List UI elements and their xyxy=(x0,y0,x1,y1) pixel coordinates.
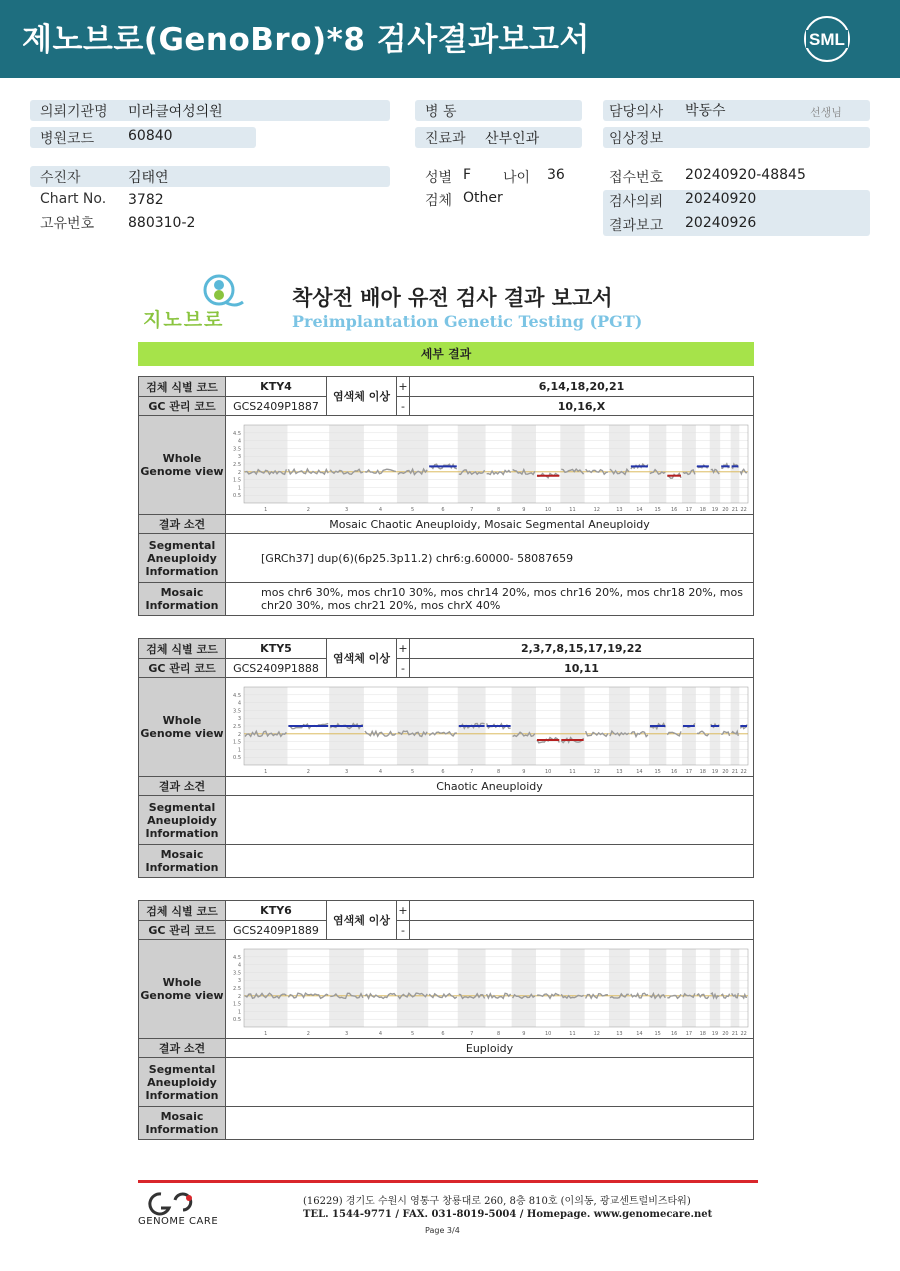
segmental-label: Segmental Aneuploidy Information xyxy=(139,796,226,845)
finding-value: Mosaic Chaotic Aneuploidy, Mosaic Segmental Aneuploidy xyxy=(226,515,754,534)
x-tick-label: 1 xyxy=(264,1030,268,1037)
sml-logo xyxy=(802,14,852,64)
dept-value: 산부인과 xyxy=(485,131,540,147)
x-tick-label: 20 xyxy=(722,506,729,513)
x-tick-label: 13 xyxy=(616,1030,623,1037)
accession-value: 20240920-48845 xyxy=(685,167,806,183)
x-tick-label: 10 xyxy=(544,768,552,775)
gain-chromosomes: 2,3,7,8,15,17,19,22 xyxy=(410,639,754,659)
y-tick-label: 4.5 xyxy=(233,430,241,437)
sample-code-label: 검체 식별 코드 xyxy=(139,639,226,659)
whole-genome-label: Whole Genome view xyxy=(139,940,226,1039)
x-tick-label: 2 xyxy=(306,506,310,513)
y-tick-label: 2.5 xyxy=(233,985,241,992)
sex-value: F xyxy=(463,167,472,183)
x-tick-label: 3 xyxy=(344,1030,349,1037)
minus-sign: - xyxy=(397,921,410,940)
x-tick-label: 4 xyxy=(378,1030,383,1037)
whole-genome-plot xyxy=(226,941,754,1038)
whole-genome-label: Whole Genome view xyxy=(139,678,226,777)
whole-genome-plot xyxy=(226,417,754,514)
x-tick-label: 9 xyxy=(522,768,526,775)
x-tick-label: 6 xyxy=(441,768,445,775)
patient-label: 수진자 xyxy=(40,170,81,186)
hosp-code-label: 병원코드 xyxy=(40,131,95,147)
chrom-abn-label: 염색체 이상 xyxy=(327,639,397,678)
gc-code: GCS2409P1888 xyxy=(226,659,327,678)
plus-sign: + xyxy=(397,901,410,921)
whole-genome-plot xyxy=(226,679,754,776)
segmental-label: Segmental Aneuploidy Information xyxy=(139,534,226,583)
y-tick-label: 0.5 xyxy=(233,492,241,499)
requested-value: 20240920 xyxy=(685,191,757,207)
x-tick-label: 13 xyxy=(616,506,623,513)
x-tick-label: 19 xyxy=(711,506,719,513)
x-tick-label: 14 xyxy=(636,506,643,513)
mosaic-value xyxy=(226,845,754,878)
sample-code-label: 검체 식별 코드 xyxy=(139,901,226,921)
specimen-value: Other xyxy=(463,190,503,206)
gain-chromosomes xyxy=(410,901,754,921)
y-tick-label: 1 xyxy=(237,484,241,491)
doctor-suffix: 선생님 xyxy=(810,106,842,119)
x-tick-label: 17 xyxy=(685,506,693,513)
hosp-code-value: 60840 xyxy=(128,128,173,144)
x-tick-label: 18 xyxy=(699,1030,707,1037)
x-tick-label: 20 xyxy=(722,768,729,775)
y-tick-label: 3 xyxy=(237,977,241,984)
x-tick-label: 15 xyxy=(654,1030,661,1037)
age-value: 36 xyxy=(547,167,565,183)
loss-chromosomes: 10,11 xyxy=(410,659,754,678)
doctor-value: 박동수 xyxy=(685,103,726,119)
id-label: 고유번호 xyxy=(40,216,95,232)
x-tick-label: 2 xyxy=(306,768,310,775)
report-title: 착상전 배아 유전 검사 결과 보고서 xyxy=(292,286,613,310)
x-tick-label: 17 xyxy=(685,768,693,775)
x-tick-label: 1 xyxy=(264,768,268,775)
whole-genome-label: Whole Genome view xyxy=(139,416,226,515)
x-tick-label: 7 xyxy=(470,768,474,775)
genome-plot-cell xyxy=(226,678,754,777)
cn-trace xyxy=(487,470,511,474)
x-tick-label: 12 xyxy=(593,506,600,513)
req-inst-value: 미라클여성의원 xyxy=(128,104,223,120)
y-tick-label: 1 xyxy=(237,746,241,753)
x-tick-label: 19 xyxy=(711,768,719,775)
gain-chromosomes: 6,14,18,20,21 xyxy=(410,377,754,397)
chart-value: 3782 xyxy=(128,192,164,208)
segmental-value: [GRCh37] dup(6)(6p25.3p11.2) chr6:g.60000- 58087659 xyxy=(226,534,754,583)
doctor-label: 담당의사 xyxy=(609,104,664,120)
cn-trace xyxy=(740,994,747,998)
x-tick-label: 9 xyxy=(522,506,526,513)
x-tick-label: 11 xyxy=(569,768,576,775)
gc-code: GCS2409P1889 xyxy=(226,921,327,940)
req-inst-label: 의뢰기관명 xyxy=(40,104,108,120)
x-tick-label: 8 xyxy=(497,506,501,513)
section-header: 세부 결과 xyxy=(138,342,754,366)
x-tick-label: 4 xyxy=(378,506,383,513)
x-tick-label: 15 xyxy=(654,768,661,775)
gc-code-label: GC 관리 코드 xyxy=(139,659,226,678)
x-tick-label: 10 xyxy=(544,1030,552,1037)
x-tick-label: 22 xyxy=(740,506,747,513)
segmental-value xyxy=(226,1058,754,1107)
x-tick-label: 14 xyxy=(636,1030,643,1037)
mosaic-value: mos chr6 30%, mos chr10 30%, mos chr14 20%, mos chr16 20%, mos chr18 20%, mos chr20 30%, mos chr21 20%, mos chrX 40% xyxy=(226,583,754,616)
x-tick-label: 5 xyxy=(410,768,415,775)
finding-label: 결과 소견 xyxy=(139,777,226,796)
finding-label: 결과 소견 xyxy=(139,515,226,534)
footer-divider xyxy=(138,1180,758,1183)
y-tick-label: 3.5 xyxy=(233,445,241,452)
sample-code-label: 검체 식별 코드 xyxy=(139,377,226,397)
x-tick-label: 15 xyxy=(654,506,661,513)
y-tick-label: 3 xyxy=(237,715,241,722)
sex-label: 성별 xyxy=(425,170,453,186)
x-tick-label: 3 xyxy=(344,506,349,513)
x-tick-label: 7 xyxy=(470,1030,474,1037)
ward-label: 병 동 xyxy=(425,104,457,120)
x-tick-label: 18 xyxy=(699,506,707,513)
x-tick-label: 6 xyxy=(441,506,445,513)
y-tick-label: 3.5 xyxy=(233,707,241,714)
x-tick-label: 5 xyxy=(410,506,415,513)
minus-sign: - xyxy=(397,659,410,678)
x-tick-label: 10 xyxy=(544,506,552,513)
gc-code: GCS2409P1887 xyxy=(226,397,327,416)
x-tick-label: 21 xyxy=(731,768,739,775)
dept-label: 진료과 xyxy=(425,131,466,147)
y-tick-label: 3 xyxy=(237,453,241,460)
y-tick-label: 1.5 xyxy=(233,739,241,746)
contact-line: TEL. 1544-9771 / FAX. 031-8019-5004 / Homepage. www.genomecare.net xyxy=(303,1209,713,1220)
y-tick-label: 3.5 xyxy=(233,969,241,976)
x-tick-label: 21 xyxy=(731,1030,739,1037)
minus-sign: - xyxy=(397,397,410,416)
y-tick-label: 0.5 xyxy=(233,1016,241,1023)
finding-value: Euploidy xyxy=(226,1039,754,1058)
mosaic-label: Mosaic Information xyxy=(139,583,226,616)
x-tick-label: 3 xyxy=(344,768,349,775)
sample-code: KTY5 xyxy=(226,639,327,659)
specimen-label: 검체 xyxy=(425,193,453,209)
mosaic-label: Mosaic Information xyxy=(139,845,226,878)
requested-label: 검사의뢰 xyxy=(609,194,664,210)
x-tick-label: 11 xyxy=(569,1030,576,1037)
chrom-abn-label: 염색체 이상 xyxy=(327,377,397,416)
plus-sign: + xyxy=(397,377,410,397)
reported-value: 20240926 xyxy=(685,215,757,231)
y-tick-label: 2.5 xyxy=(233,461,241,468)
x-tick-label: 16 xyxy=(670,768,678,775)
y-tick-label: 2.5 xyxy=(233,723,241,730)
y-tick-label: 1 xyxy=(237,1008,241,1015)
id-value: 880310-2 xyxy=(128,215,196,231)
footer-address xyxy=(303,1195,712,1221)
y-tick-label: 4 xyxy=(237,962,241,969)
genome-care-logo-icon xyxy=(139,1190,203,1216)
reported-label: 결과보고 xyxy=(609,218,664,234)
x-tick-label: 18 xyxy=(699,768,707,775)
x-tick-label: 1 xyxy=(264,506,268,513)
mosaic-label: Mosaic Information xyxy=(139,1107,226,1140)
y-tick-label: 2 xyxy=(237,469,241,476)
finding-value: Chaotic Aneuploidy xyxy=(226,777,754,796)
address-line: (16229) 경기도 수원시 영통구 창룡대로 260, 8층 810호 (이의동, 광교센트럴비즈타워) xyxy=(303,1196,691,1207)
x-tick-label: 12 xyxy=(593,768,600,775)
x-tick-label: 12 xyxy=(593,1030,600,1037)
top-header-bar xyxy=(0,0,900,78)
x-tick-label: 2 xyxy=(306,1030,310,1037)
cn-trace xyxy=(667,994,681,998)
y-tick-label: 4.5 xyxy=(233,954,241,961)
x-tick-label: 17 xyxy=(685,1030,693,1037)
x-tick-label: 7 xyxy=(470,506,474,513)
x-tick-label: 13 xyxy=(616,768,623,775)
x-tick-label: 21 xyxy=(731,506,739,513)
gc-code-label: GC 관리 코드 xyxy=(139,397,226,416)
x-tick-label: 4 xyxy=(378,768,383,775)
clinical-label: 임상정보 xyxy=(609,131,664,147)
x-tick-label: 22 xyxy=(740,768,747,775)
patient-value: 김태연 xyxy=(128,170,169,186)
y-tick-label: 4 xyxy=(237,438,241,445)
gc-code-label: GC 관리 코드 xyxy=(139,921,226,940)
y-tick-label: 1.5 xyxy=(233,477,241,484)
page-number: Page 3/4 xyxy=(425,1226,460,1235)
x-tick-label: 22 xyxy=(740,1030,747,1037)
brand-name: 지노브로 xyxy=(143,309,225,331)
x-tick-label: 5 xyxy=(410,1030,415,1037)
genome-plot-cell xyxy=(226,940,754,1039)
y-tick-label: 2 xyxy=(237,993,241,1000)
x-tick-label: 19 xyxy=(711,1030,719,1037)
report-subtitle: Preimplantation Genetic Testing (PGT) xyxy=(292,312,643,331)
chrom-abn-label: 염색체 이상 xyxy=(327,901,397,940)
sample-table-2 xyxy=(138,638,754,878)
age-label: 나이 xyxy=(503,170,531,186)
accession-label: 접수번호 xyxy=(609,170,664,186)
y-tick-label: 2 xyxy=(237,731,241,738)
loss-chromosomes: 10,16,X xyxy=(410,397,754,416)
finding-label: 결과 소견 xyxy=(139,1039,226,1058)
y-tick-label: 1.5 xyxy=(233,1001,241,1008)
plus-sign: + xyxy=(397,639,410,659)
x-tick-label: 14 xyxy=(636,768,643,775)
sample-code: KTY6 xyxy=(226,901,327,921)
company-name: GENOME CARE xyxy=(138,1216,219,1227)
sample-table-1 xyxy=(138,376,754,616)
cn-trace xyxy=(429,993,457,998)
x-tick-label: 11 xyxy=(569,506,576,513)
svg-text:SML: SML xyxy=(809,30,845,49)
x-tick-label: 16 xyxy=(670,506,678,513)
x-tick-label: 8 xyxy=(497,768,501,775)
mosaic-value xyxy=(226,1107,754,1140)
page-title: 제노브로(GenoBro)*8 검사결과보고서 xyxy=(22,22,590,58)
sample-table-3 xyxy=(138,900,754,1140)
y-tick-label: 4 xyxy=(237,700,241,707)
genome-plot-cell xyxy=(226,416,754,515)
x-tick-label: 6 xyxy=(441,1030,445,1037)
y-tick-label: 0.5 xyxy=(233,754,241,761)
chart-label: Chart No. xyxy=(40,191,107,207)
loss-chromosomes xyxy=(410,921,754,940)
y-tick-label: 4.5 xyxy=(233,692,241,699)
x-tick-label: 9 xyxy=(522,1030,526,1037)
x-tick-label: 16 xyxy=(670,1030,678,1037)
x-tick-label: 20 xyxy=(722,1030,729,1037)
x-tick-label: 8 xyxy=(497,1030,501,1037)
sample-code: KTY4 xyxy=(226,377,327,397)
segmental-value xyxy=(226,796,754,845)
cn-trace xyxy=(697,994,709,998)
segmental-label: Segmental Aneuploidy Information xyxy=(139,1058,226,1107)
